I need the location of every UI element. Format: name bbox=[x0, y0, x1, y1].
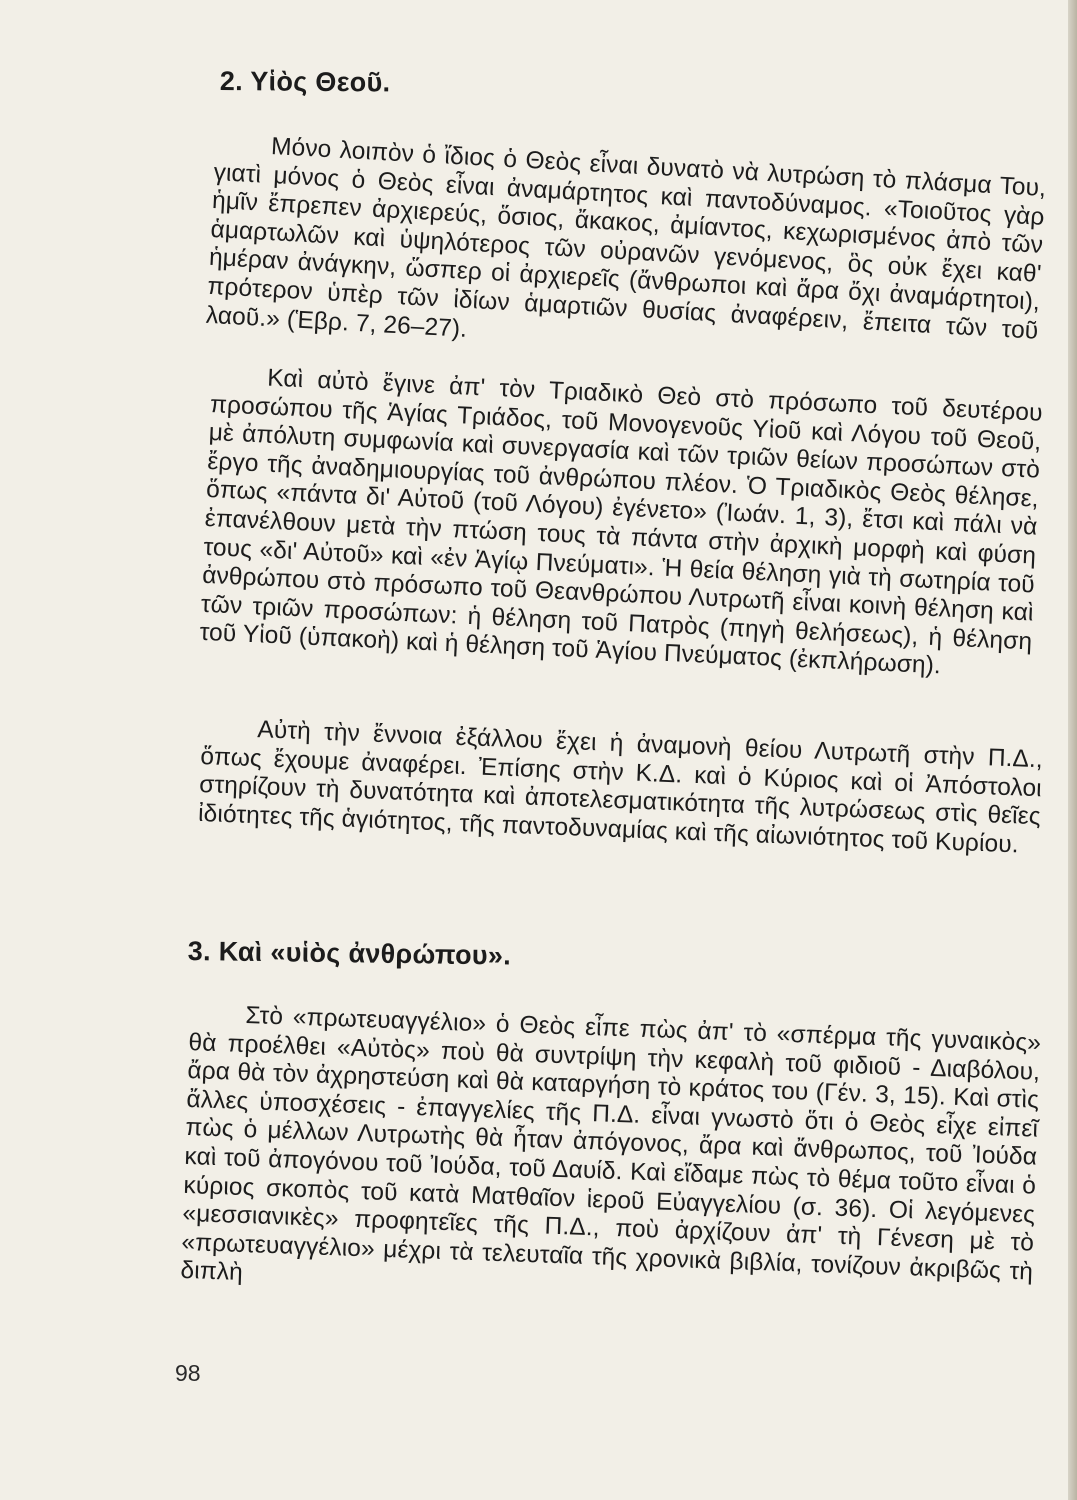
paragraph-block bbox=[180, 1000, 1041, 1315]
section-heading-son-of-man: 3. Καὶ «υἱὸς ἀνθρώπου». bbox=[187, 936, 512, 971]
page-edge bbox=[1068, 0, 1077, 1500]
section-heading-son-of-god: 2. Υἱὸς Θεοῦ. bbox=[219, 66, 391, 98]
paragraph: Στὸ «πρωτευαγγέλιο» ὁ Θεὸς εἶπε πὼς ἀπ' τὸ «σπέρμα τῆς γυναικὸς» θὰ προέλθει «Αὐτὸς» ποὺ θὰ συντρίψη τὴν κεφαλὴ τοῦ φιδιοῦ - Διαβόλου, ἄρα θὰ τὸν ἀχρηστεύση καὶ θὰ καταργήση τὸ κράτος του (Γέν. 3, 15). Καὶ στὶς ἄλλες ὑποσχέσεις - ἐπαγγελίες τῆς Π.Δ. εἶναι γνωστὸ ὅτι ὁ Θεὸς εἶχε εἰπεῖ πὼς ὁ μέλλων Λυτρωτὴς θὰ ἦταν ἀπόγονος, ἄρα καὶ ἄνθρωπος, τοῦ Ἰούδα καὶ τοῦ ἀπογόνου τοῦ Ἰούδα, τοῦ Δαυίδ. Καὶ εἴδαμε πὼς τὸ θέμα τοῦτο εἶναι ὁ κύριος σκοπὸς τοῦ κατὰ Ματθαῖον ἱεροῦ Εὐαγγελίου (σ. 36). Οἱ λεγόμενες «μεσσιανικὲς» προφητεῖες τῆς Π.Δ., ποὺ ἀρχίζουν ἀπ' τὴ Γένεση μὲ τὸ «πρωτευαγγέλιο» μέχρι τὰ τελευταῖα τῆς χρονικὰ βιβλία, τονίζουν ἀκριβῶς τὴ διπλὴ bbox=[180, 1001, 1042, 1287]
paragraph-block bbox=[198, 714, 1044, 861]
paragraph: Μόνο λοιπὸν ὁ ἴδιος ὁ Θεὸς εἶναι δυνατὸ νὰ λυτρώση τὸ πλάσμα Του, γιατὶ μόνος ὁ Θεὸς εἶναι ἀναμάρτητος καὶ παντοδύναμος. «Τοιοῦτος γὰρ ἡμῖν ἔπρεπεν ἀρχιερεύς, ὅσιος, ἄκακος, ἀμίαντος, κεχωρισμένος ἀπὸ τῶν ἁμαρτωλῶν καὶ ὑψηλότερος τῶν οὐρανῶν γενόμενος, ὃς οὐκ ἔχει καθ' ἡμέραν ἀνάγκην, ὥσπερ οἱ ἀρχιερεῖς (ἄνθρωποι καὶ ἄρα ὄχι ἀναμάρτητοι), πρότερον ὑπὲρ τῶν ἰδίων ἁμαρτιῶν θυσίας ἀναφέρειν, ἔπειτα τῶν τοῦ λαοῦ.» (Ἑβρ. 7, 26–27). bbox=[205, 133, 1047, 345]
page-number: 98 bbox=[175, 1360, 201, 1386]
paragraph-block bbox=[205, 130, 1047, 375]
paragraph-block bbox=[199, 362, 1043, 685]
paragraph: Καὶ αὐτὸ ἔγινε ἀπ' τὸν Τριαδικὸ Θεὸ στὸ πρόσωπο τοῦ δευτέρου προσώπου τῆς Ἁγίας Τριάδος, τοῦ Μονογενοῦς Υἱοῦ καὶ Λόγου τοῦ Θεοῦ, μὲ ἀπόλυτη συμφωνία καὶ συνεργασία καὶ τῶν τριῶν θείων προσώπων στὸ ἔργο τῆς ἀναδημιουργίας τοῦ ἀνθρώπου πλέον. Ὁ Τριαδικὸς Θεὸς θέλησε, ὅπως «πάντα δι' Αὐτοῦ (τοῦ Λόγου) ἐγένετο» (Ἰωάν. 1, 3), ἔτσι καὶ πάλι νὰ ἐπανέλθουν μετὰ τὴν πτώση τους τὰ πάντα στὴν ἀρχικὴ μορφὴ καὶ φύση τους «δι' Αὐτοῦ» καὶ «ἐν Ἁγίῳ Πνεύματι». Ἡ θεία θέληση γιὰ τὴ σωτηρία τοῦ ἀνθρώπου στὸ πρόσωπο τοῦ Θεανθρώπου Λυτρωτῆ εἶναι κοινὴ θέληση καὶ τῶν τριῶν προσώπων: ἡ θέληση τοῦ Πατρὸς (πηγὴ θελήσεως), ἡ θέληση τοῦ Υἱοῦ (ὑπακοὴ) καὶ ἡ θέληση τοῦ Ἁγίου Πνεύματος (ἐκπλήρωση). bbox=[199, 364, 1044, 680]
paragraph: Αὐτὴ τὴν ἔννοια ἐξάλλου ἔχει ἡ ἀναμονὴ θείου Λυτρωτῆ στὴν Π.Δ., ὅπως ἔχουμε ἀναφέρει. Ἐπίσης στὴν Κ.Δ. καὶ ὁ Κύριος καὶ οἱ Ἀπόστολοι στηρίζουν τὴ δυνατότητα καὶ ἀποτελεσματικότητα τῆς λυτρώσεως στὶς θεῖες ἰδιότητες τῆς ἁγιότητος, τῆς παντοδυναμίας καὶ τῆς αἰωνιότητος τοῦ Κυρίου. bbox=[197, 716, 1044, 859]
